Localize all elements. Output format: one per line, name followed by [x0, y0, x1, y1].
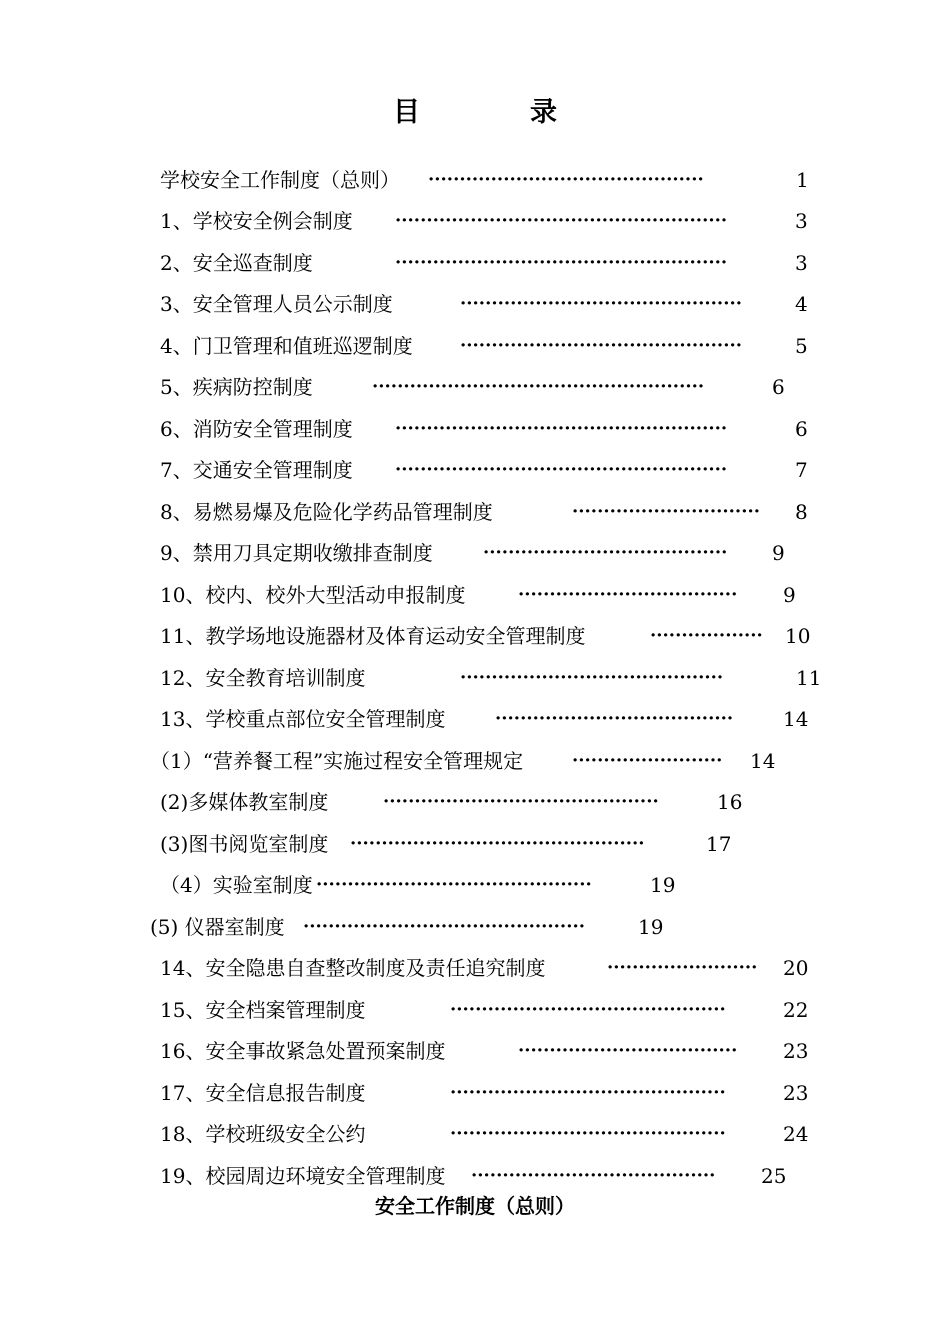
toc-entry [0, 1161, 950, 1191]
toc-entry-label: 9、禁用刀具定期收缴排查制度 [160, 541, 433, 565]
toc-entry-label: 19、校园周边环境安全管理制度 [160, 1164, 446, 1188]
toc-entry [0, 621, 950, 651]
toc-entry-page: 14 [783, 707, 809, 731]
toc-leader-dots: ······································ [495, 708, 734, 729]
toc-entry-page: 17 [706, 832, 732, 856]
toc-entry-label: 18、学校班级安全公约 [160, 1122, 366, 1146]
toc-leader-dots: ·················· [650, 625, 763, 646]
toc-entry [0, 331, 950, 361]
toc-entry [0, 497, 950, 527]
toc-entry-page: 19 [650, 873, 676, 897]
toc-leader-dots: ····················································· [395, 210, 728, 231]
toc-entry [0, 746, 950, 776]
toc-entry-page: 24 [783, 1122, 809, 1146]
toc-entry-label: 5、疾病防控制度 [160, 375, 313, 399]
toc-entry-label: (3)图书阅览室制度 [160, 832, 329, 856]
toc-entry-label: （1）“营养餐工程”实施过程安全管理规定 [150, 749, 524, 773]
toc-entry-page: 25 [761, 1164, 787, 1188]
toc-entry [0, 663, 950, 693]
toc-leader-dots: ······························ [572, 501, 760, 522]
toc-entry-label: 2、安全巡查制度 [160, 251, 313, 275]
toc-entry-label: 15、安全档案管理制度 [160, 998, 366, 1022]
toc-leader-dots: ············································· [460, 293, 742, 314]
toc-entry [0, 1119, 950, 1149]
toc-entry-label: (2)多媒体教室制度 [160, 790, 329, 814]
toc-entry-label: 16、安全事故紧急处置预案制度 [160, 1039, 446, 1063]
toc-leader-dots: ························ [607, 957, 758, 978]
toc-entry [0, 165, 950, 195]
toc-entry [0, 870, 950, 900]
toc-entry-label: （4）实验室制度 [160, 873, 313, 897]
toc-leader-dots: ············································ [450, 999, 726, 1020]
toc-entry [0, 953, 950, 983]
toc-entry-page: 3 [795, 251, 808, 275]
toc-entry-page: 16 [717, 790, 743, 814]
toc-entry [0, 372, 950, 402]
toc-entry-page: 3 [795, 209, 808, 233]
toc-entry-label: 13、学校重点部位安全管理制度 [160, 707, 446, 731]
toc-leader-dots: ············································ [450, 1123, 726, 1144]
section-heading: 安全工作制度（总则） [375, 1194, 575, 1218]
toc-entry-page: 7 [795, 458, 808, 482]
toc-entry [0, 829, 950, 859]
toc-entry-label: 17、安全信息报告制度 [160, 1081, 366, 1105]
toc-entry-page: 6 [772, 375, 785, 399]
toc-leader-dots: ····················································· [395, 459, 728, 480]
toc-entry-page: 8 [795, 500, 808, 524]
toc-entry [0, 414, 950, 444]
toc-entry [0, 1036, 950, 1066]
toc-entry-page: 5 [795, 334, 808, 358]
toc-entry [0, 580, 950, 610]
toc-entry-page: 11 [796, 666, 822, 690]
toc-entry-label: 14、安全隐患自查整改制度及责任追究制度 [160, 956, 546, 980]
toc-entry-label: 1、学校安全例会制度 [160, 209, 353, 233]
toc-leader-dots: ············································· [303, 916, 585, 937]
toc-entry-page: 19 [638, 915, 664, 939]
toc-leader-dots: ··································· [518, 584, 738, 605]
toc-entry [0, 1078, 950, 1108]
toc-entry-label: 4、门卫管理和值班巡逻制度 [160, 334, 413, 358]
toc-entry-page: 6 [795, 417, 808, 441]
toc-entry-page: 4 [795, 292, 808, 316]
toc-entry-label: 6、消防安全管理制度 [160, 417, 353, 441]
toc-entry [0, 248, 950, 278]
toc-entry-page: 1 [796, 168, 809, 192]
toc-leader-dots: ············································ [383, 791, 659, 812]
toc-entry-page: 23 [783, 1081, 809, 1105]
toc-entry-label: 11、教学场地设施器材及体育运动安全管理制度 [160, 624, 586, 648]
toc-entry [0, 538, 950, 568]
toc-entry-label: 12、安全教育培训制度 [160, 666, 366, 690]
toc-entry [0, 995, 950, 1025]
toc-leader-dots: ············································ [450, 1082, 726, 1103]
toc-entry [0, 289, 950, 319]
toc-entry-label: 学校安全工作制度（总则） [160, 168, 400, 192]
toc-title-char-1: 目 [393, 97, 420, 128]
toc-entry [0, 206, 950, 236]
toc-entry-page: 20 [783, 956, 809, 980]
toc-leader-dots: ··································· [518, 1040, 738, 1061]
toc-entry-page: 9 [783, 583, 796, 607]
toc-leader-dots: ····················································· [395, 418, 728, 439]
toc-leader-dots: ······································· [471, 1165, 716, 1186]
toc-entry-page: 9 [772, 541, 785, 565]
toc-entry-page: 23 [783, 1039, 809, 1063]
toc-leader-dots: ············································ [316, 874, 592, 895]
toc-entry-page: 10 [785, 624, 811, 648]
toc-entry [0, 912, 950, 942]
toc-entry [0, 704, 950, 734]
toc-entry [0, 455, 950, 485]
toc-leader-dots: ························ [572, 750, 723, 771]
toc-entry-label: 3、安全管理人员公示制度 [160, 292, 393, 316]
toc-leader-dots: ····················································· [372, 376, 705, 397]
toc-entry-label: 7、交通安全管理制度 [160, 458, 353, 482]
toc-entry-page: 14 [750, 749, 776, 773]
toc-entry [0, 787, 950, 817]
toc-leader-dots: ············································ [428, 169, 704, 190]
toc-entry-label: 8、易燃易爆及危险化学药品管理制度 [160, 500, 493, 524]
toc-leader-dots: ····················································· [395, 252, 728, 273]
toc-leader-dots: ············································· [460, 335, 742, 356]
toc-entry-label: 10、校内、校外大型活动申报制度 [160, 583, 466, 607]
toc-entry-label: (5) 仪器室制度 [150, 915, 285, 939]
toc-leader-dots: ·········································· [460, 667, 724, 688]
toc-entry-page: 22 [783, 998, 809, 1022]
toc-title-char-2: 录 [530, 97, 557, 128]
toc-leader-dots: ··············································· [350, 833, 645, 854]
toc-leader-dots: ······································· [483, 542, 728, 563]
